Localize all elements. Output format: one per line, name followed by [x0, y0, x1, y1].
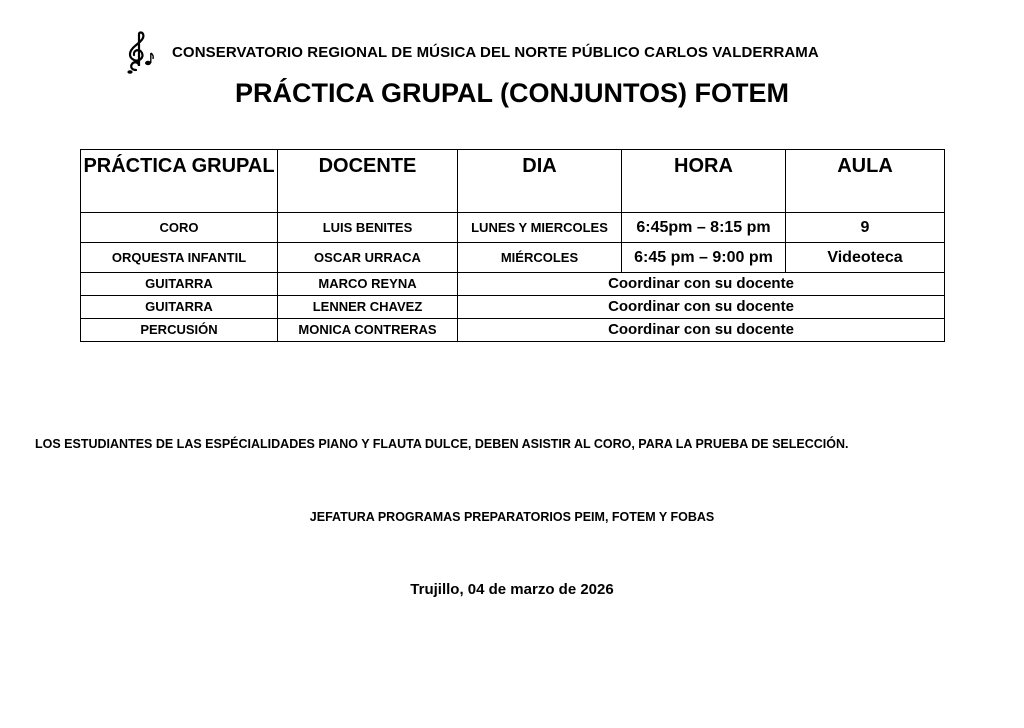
- cell-practica: GUITARRA: [81, 296, 278, 319]
- cell-dia: LUNES Y MIERCOLES: [458, 213, 622, 243]
- cell-docente: LENNER CHAVEZ: [278, 296, 458, 319]
- cell-hora: 6:45pm – 8:15 pm: [622, 213, 786, 243]
- table-row: [81, 319, 945, 342]
- cell-coordinar: Coordinar con su docente: [458, 319, 945, 342]
- table-header-row: [81, 150, 945, 213]
- table-row: [81, 273, 945, 296]
- cell-practica: CORO: [81, 213, 278, 243]
- institution-name: CONSERVATORIO REGIONAL DE MÚSICA DEL NORTE PÚBLICO CARLOS VALDERRAMA: [172, 43, 819, 61]
- cell-aula: Videoteca: [786, 243, 945, 273]
- cell-practica: ORQUESTA INFANTIL: [81, 243, 278, 273]
- header-hora: HORA: [622, 150, 786, 213]
- document-date: Trujillo, 04 de marzo de 2026: [410, 581, 614, 598]
- cell-hora: 6:45 pm – 9:00 pm: [622, 243, 786, 273]
- cell-docente: LUIS BENITES: [278, 213, 458, 243]
- table-row: [81, 243, 945, 273]
- cell-practica: PERCUSIÓN: [81, 319, 278, 342]
- header-practica: PRÁCTICA GRUPAL: [81, 150, 278, 213]
- cell-docente: MONICA CONTRERAS: [278, 319, 458, 342]
- document-header: [122, 30, 819, 74]
- cell-aula: 9: [786, 213, 945, 243]
- cell-docente: MARCO REYNA: [278, 273, 458, 296]
- selection-notice: LOS ESTUDIANTES DE LAS ESPÉCIALIDADES PIANO Y FLAUTA DULCE, DEBEN ASISTIR AL CORO, PARA LA PRUEBA DE SELECCIÓN.: [35, 437, 849, 451]
- cell-practica: GUITARRA: [81, 273, 278, 296]
- issuing-office: JEFATURA PROGRAMAS PREPARATORIOS PEIM, FOTEM Y FOBAS: [309, 510, 715, 524]
- cell-docente: OSCAR URRACA: [278, 243, 458, 273]
- music-treble-clef-icon: [122, 30, 156, 74]
- table-row: [81, 296, 945, 319]
- schedule-table: [80, 149, 945, 342]
- cell-coordinar: Coordinar con su docente: [458, 296, 945, 319]
- table-row: [81, 213, 945, 243]
- cell-coordinar: Coordinar con su docente: [458, 273, 945, 296]
- header-dia: DIA: [458, 150, 622, 213]
- header-aula: AULA: [786, 150, 945, 213]
- cell-dia: MIÉRCOLES: [458, 243, 622, 273]
- header-docente: DOCENTE: [278, 150, 458, 213]
- document-title: PRÁCTICA GRUPAL (CONJUNTOS) FOTEM: [234, 78, 789, 108]
